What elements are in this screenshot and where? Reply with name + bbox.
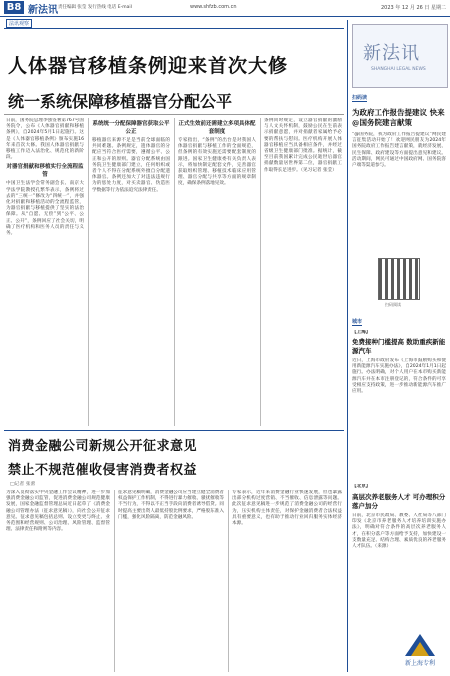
sidebar-tag: 城市 (352, 319, 363, 325)
article-subhead: 对器官捐献和移植实行全流程监管 (6, 164, 84, 179)
sidebar-divider (347, 20, 348, 672)
page-header (0, 0, 450, 17)
article-column-3 (178, 118, 256, 426)
divider (4, 114, 344, 115)
main-subheadline: 统一系统保障移植器官分配公平 (8, 92, 233, 111)
article-text: 专家指出，“条例”的出台是对我国人体器官捐献与移植工作的全面规范，但条例的有效实施还需要配套制度的跟进。国家卫生健康委有关负责人表示，将加快制定配套文件，完善器官获取组织管理、移植技术临床应用管理、器官分配与共享等方面的规章制度，确保条例落地见效。 (178, 138, 256, 187)
logo-text: 新法讯 (363, 43, 420, 64)
article-text: 条例同时规定，设立器官捐献的激励与人文关怀机制，鼓励公民在生前表示捐献意愿，并对捐献者家属给予必要的帮扶与慰问。医疗机构开展人体器官移植应当具备相应条件，并经过省级卫生健康部门批准。据统计，截至目前我国累计完成公民逝世后器官捐献数量居世界第二位，器官捐献工作取得长足进步。（见习记者 张莹） (264, 118, 342, 173)
divider (4, 430, 344, 431)
second-subheadline: 禁止不规范催收侵害消费者权益 (8, 463, 198, 478)
sidebar-headline: 免费接种门槛提高 数助重疾新能源汽车 (352, 338, 446, 355)
article-subhead: 正式生效前还需建立多项具体配套制度 (178, 121, 256, 135)
article-text: 为深入贯彻落实中央金融工作会议精神，进一步加强消费金融公司监管，促进消费金融公司规范健康发展，国家金融监督管理总局近日起草了《消费金融公司管理办法（征求意见稿）》，向社会公开征求意见。征求意见稿包括总则、设立变更与终止、业务范围和经营规则、公司治理、风险管理、监督管理、法律责任和附则等内容。 (6, 490, 110, 533)
sidebar-body: “@国务院，我为政府工作报告提建议”网民建言征集活动开始了！欢迎网民朋友为2024年国务院政府工作报告建言献策，就经济发展、民生保障、政府建设等方面提出意见和建议。活动期间，网民可通过中国政府网、国务院客户端等渠道参与。 (352, 132, 446, 169)
article-column-1 (6, 118, 84, 426)
article-text: 移植器官来源不足是当前全球面临的共同难题。条例规定，遗体器官的分配应当符合医疗需要，遵循公平、公正和公开的原则。器官分配系统由国务院卫生健康部门建立，任何组织或者个人不得在分配系统外擅自分配遗体器官。条例还加大了对违法违规行为的惩处力度，对买卖器官、伪造医学数据等行为依法追究法律责任。 (92, 138, 170, 193)
main-headline: 人体器官移植条例迎来首次大修 (8, 55, 289, 77)
article-column-2 (92, 118, 170, 426)
region-label: 【北京】 (352, 484, 371, 489)
article-text: 日前，国务院总理李强签署第767号国务院令，公布《人体器官捐献和移植条例》，自2024年5月1日起施行。这是《人体器官移植条例》颁布实施16年来首次大修。我国人体器官捐献与移植工作迈入法治化、规范化的新阶段。 (6, 118, 84, 161)
logo-caption: 新上海专利 (404, 660, 436, 667)
qr-code-icon[interactable] (378, 258, 420, 300)
article-text: 专家表示，近年来消费金融行业快速发展，但也暴露出部分机构过度营销、不当催收、信息泄露等问题。此次征求意见稿进一步规范了消费金融公司的经营行为，压实机构主体责任，对保护金融消费者合法权益具有重要意义，也有助于推动行业回归服务实体经济本源。 (232, 490, 342, 527)
article-column-4 (264, 118, 342, 426)
second-column-2 (118, 490, 224, 672)
column-divider (114, 490, 115, 672)
sidebar-headline: 为政府工作报告提建议 快来@国务院建言献策 (352, 108, 445, 127)
publisher-logo (393, 632, 447, 672)
column-divider (174, 118, 175, 426)
byline: □记者 张蕾 (10, 482, 36, 487)
qr-caption: 扫码阅读 (385, 302, 401, 307)
article-subhead: 系统统一分配保障器官获取公平公正 (92, 121, 170, 135)
page-number-badge: B8 (4, 1, 24, 14)
article-text: 中国卫生法学会常务副会长、南京大学法学院教授孔繁华表示，条例将过去的“三统一”修改为“四统一”，并强化对捐献和移植活动的全流程监管，为器官捐献与移植提供了坚实的法治保障。从“自愿、无偿”到“公平、公正、公开”，条例回应了社会关切，明确了医疗机构和医务人员的责任与义务。 (6, 181, 84, 237)
column-divider (228, 490, 229, 672)
kicker-label: 法讯观察 (6, 19, 32, 28)
website-link[interactable]: www.shfzb.com.cn (190, 4, 237, 10)
sidebar-tag: 扫码读 (352, 95, 368, 101)
divider (4, 28, 344, 29)
second-column-3 (232, 490, 342, 672)
column-divider (88, 118, 89, 426)
second-column-1 (6, 490, 110, 672)
sidebar-headline: 高层次养老服务人才 可办理积分落户加分 (352, 493, 446, 510)
second-headline: 消费金融公司新规公开征求意见 (8, 439, 198, 454)
issue-date: 2023 年 12 月 26 日 星期二 (381, 5, 446, 11)
logo-subtext: SHANGHAI LEGAL NEWS (371, 67, 426, 72)
editor-meta: 责任编辑 张莹 发行热线 电话 E-mail (58, 5, 132, 10)
region-label: 【上海】 (352, 330, 371, 335)
sidebar-body: 日前，北京市民政局、教委、人社局等八部门印发《北京市养老服务人才培养培训实施办法》，明确对符合条件的高层次养老服务人才，在积分落户等方面给予支持，加快建设一支数量充足、结构合理、素质优良的养老服务人才队伍。（来源） (352, 513, 446, 550)
article-text: 征求意见稿明确，消费金融公司应当建立健全消费者权益保护工作机制，不得进行暴力催收、骚扰催收等不当行为，不得以不正当手段向消费者诱导借贷。同时提高主要出资人最低持股比例要求，严格股东准入门槛，强化风险隔离，防范金融风险。 (118, 490, 224, 520)
section-logo (352, 24, 448, 88)
section-name: 新法讯 (28, 5, 58, 16)
sidebar-body: 近日，上海市政府发布《上海市鼓励购买和使用新能源汽车实施办法》，自2024年1月1日起施行。办法明确，对个人用户在本市购买新能源汽车并在本市注册登记的，符合条件的可享受相应支持政策，进一步推动新能源汽车推广应用。 (352, 358, 446, 395)
column-divider (260, 118, 261, 426)
